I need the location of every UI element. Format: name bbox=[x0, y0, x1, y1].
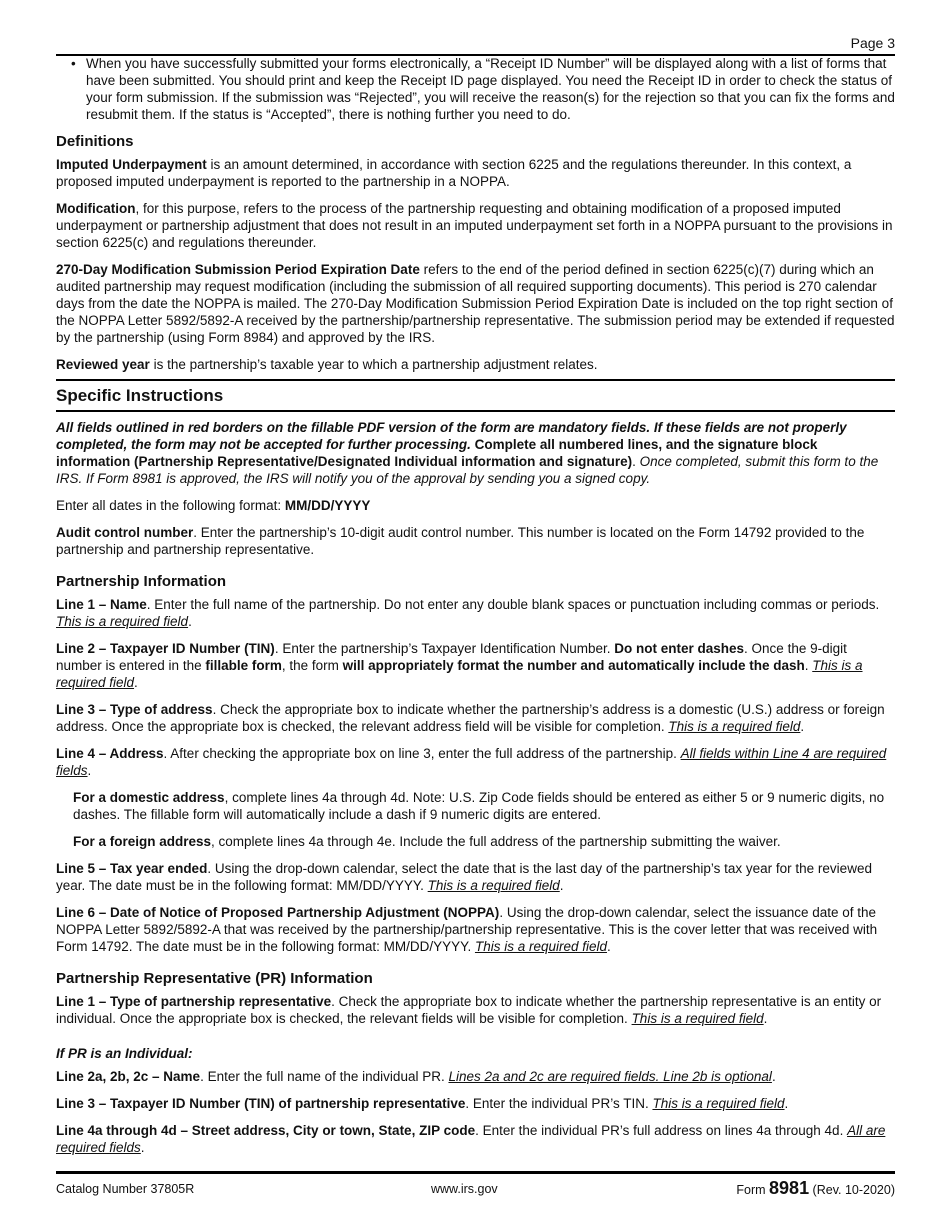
audit-control-number bbox=[56, 524, 895, 558]
required-note: This is a required field bbox=[668, 719, 801, 734]
pr-line-3 bbox=[56, 1095, 895, 1112]
intro-bullet-text: When you have successfully submitted your forms electronically, a “Receipt ID Number” will be displayed along with a list of forms that have been submitted. You should print and keep the Receipt ID page displayed. You need the Receipt ID in order to check the status of your form submission. If the submission was “Rejected”, you will receive the reason(s) for the rejection so that you can fix the forms and resubmit them. If the status is “Accepted”, there is nothing further you need to do. bbox=[86, 56, 895, 122]
text: . Enter the individual PR’s full address on lines 4a through 4d. bbox=[475, 1123, 848, 1138]
term: Line 4a through 4d – Street address, City or town, State, ZIP code bbox=[56, 1123, 476, 1138]
partnership-line-1 bbox=[56, 596, 895, 630]
form-number: 8981 bbox=[769, 1178, 810, 1198]
text: . bbox=[804, 658, 813, 673]
text: refers to the end of the period defined in section 6225(c)(7) during which an audited partnership may request modification (including the submission of all required supporting documents). This period is 270 calendar days from the date the NOPPA is mailed. The 270-Day Modification Submission Period Expiration Date is included on the top right section of the NOPPA Letter 5892/5892-A received by the partnership/partnership representative. The submission period may be extended if requested by the partnership (using Form 8984) and approved by the IRS. bbox=[56, 262, 895, 345]
period: . bbox=[188, 614, 192, 629]
required-note: This is a required field bbox=[652, 1096, 785, 1111]
date-format-note bbox=[56, 497, 895, 514]
term: Line 4 – Address bbox=[56, 746, 164, 761]
partnership-line-2 bbox=[56, 640, 895, 691]
date-format: MM/DD/YYYY bbox=[284, 498, 371, 513]
required-note: All fields within Line 4 are required fields bbox=[56, 746, 887, 778]
term: Imputed Underpayment bbox=[56, 157, 207, 172]
page-number: Page 3 bbox=[850, 35, 895, 51]
required-note: This is a required field bbox=[427, 878, 560, 893]
text: . Check the appropriate box to indicate whether the partnership’s address is a domestic (U.S.) address or foreign address. Once the appropriate box is checked, the relevant address field will be visible for completion. bbox=[56, 702, 885, 734]
text: . Enter the partnership’s 10-digit audit control number. This number is located on the Form 14792 provided to the partnership and partnership representative. bbox=[56, 525, 865, 557]
period: . bbox=[763, 1011, 768, 1026]
term: Modification bbox=[56, 201, 136, 216]
required-note: This is a required field bbox=[56, 658, 863, 690]
website-link[interactable]: www.irs.gov bbox=[431, 1182, 498, 1196]
definition-imputed bbox=[56, 156, 895, 190]
term: Line 3 – Type of address bbox=[56, 702, 213, 717]
required-note: This is a required field bbox=[474, 939, 608, 954]
partnership-line-6 bbox=[56, 904, 895, 955]
pr-individual-subheading: If PR is an Individual: bbox=[56, 1046, 193, 1061]
definition-expiration bbox=[56, 261, 895, 346]
pr-line-4 bbox=[56, 1122, 895, 1156]
catalog-number: Catalog Number 37805R bbox=[56, 1182, 195, 1196]
form-id bbox=[736, 1178, 895, 1199]
text: , for this purpose, refers to the process of the partnership requesting and obtaining modification of a proposed imputed underpayment or partnership adjustment that does not result in an imputed underpayment set forth in a NOPPA pursuant to the provisions in section 6225(c) and regulations thereunder. bbox=[56, 201, 893, 250]
term: Line 3 – Taxpayer ID Number (TIN) of partnership representative bbox=[56, 1096, 466, 1111]
page-footer bbox=[56, 1171, 895, 1204]
term: For a foreign address bbox=[73, 834, 212, 849]
term: Line 5 – Tax year ended bbox=[56, 861, 208, 876]
partnership-line-5 bbox=[56, 860, 895, 894]
mandatory-fields-note bbox=[56, 419, 895, 487]
text: . Using the drop-down calendar, select the date that is the last day of the partnership’s tax year for the reviewed year. The date must be in the following format: MM/DD/YYYY. bbox=[56, 861, 872, 893]
specific-instructions-heading: Specific Instructions bbox=[56, 379, 895, 412]
text: . After checking the appropriate box on line 3, enter the full address of the partnership. bbox=[163, 746, 681, 761]
text: . Check the appropriate box to indicate whether the partnership representative is an entity or individual. Once the appropriate box is checked, the relevant fields will be visible for completion. bbox=[56, 994, 882, 1026]
definition-reviewed-year bbox=[56, 356, 895, 373]
pr-info-heading: Partnership Representative (PR) Information bbox=[56, 970, 373, 987]
pr-line-2 bbox=[56, 1068, 895, 1085]
document-page bbox=[56, 0, 895, 1230]
page-content bbox=[56, 55, 895, 1166]
term: Line 2a, 2b, 2c – Name bbox=[56, 1069, 201, 1084]
definitions-heading: Definitions bbox=[56, 133, 134, 150]
text: , complete lines 4a through 4e. Include the full address of the partnership submitting the waiver. bbox=[211, 834, 781, 849]
required-note: This is a required field bbox=[631, 1011, 764, 1026]
text: . Enter the partnership’s Taxpayer Identification Number. bbox=[274, 641, 615, 656]
period: . bbox=[134, 675, 138, 690]
foreign-address-note bbox=[73, 833, 895, 850]
bold-text: fillable form bbox=[205, 658, 282, 673]
period: . bbox=[784, 1096, 789, 1111]
bold-text: Complete all numbered lines, and the signature block information (Partnership Representative/Designated Individual information and signature) bbox=[56, 437, 818, 469]
bold-text: Do not enter dashes bbox=[614, 641, 745, 656]
form-word: Form bbox=[736, 1183, 770, 1197]
term: Line 1 – Type of partnership representative bbox=[56, 994, 332, 1009]
term: 270-Day Modification Submission Period Expiration Date bbox=[56, 262, 420, 277]
partnership-line-4 bbox=[56, 745, 895, 779]
term: Reviewed year bbox=[56, 357, 150, 372]
partnership-line-3 bbox=[56, 701, 895, 735]
bold-italic-text: All fields outlined in red borders on the fillable PDF version of the form are mandatory fields. If these fields are not properly completed, the form may not be accepted for further processing. bbox=[56, 420, 847, 452]
partnership-info-heading: Partnership Information bbox=[56, 573, 227, 590]
text: , complete lines 4a through 4d. Note: U.S. Zip Code fields should be entered as either 5 or 9 numeric digits, no dashes. The fillable form will automatically include a dash if 9 numeric digits are entered. bbox=[73, 790, 885, 822]
term: For a domestic address bbox=[73, 790, 225, 805]
required-note: All are required fields bbox=[56, 1123, 886, 1155]
period: . bbox=[607, 939, 611, 954]
text: . Enter the full name of the individual PR. bbox=[200, 1069, 449, 1084]
text: Enter all dates in the following format: bbox=[56, 498, 285, 513]
period: . bbox=[559, 878, 564, 893]
period: . bbox=[87, 763, 92, 778]
required-note: Lines 2a and 2c are required fields. Line 2b is optional bbox=[448, 1069, 772, 1084]
text: . Enter the full name of the partnership. Do not enter any double blank spaces or punctuation including commas or periods. bbox=[146, 597, 880, 612]
term: Line 6 – Date of Notice of Proposed Partnership Adjustment (NOPPA) bbox=[56, 905, 500, 920]
italic-text: Once completed, submit this form to the IRS. If Form 8981 is approved, the IRS will notify you of the approval by sending you a signed copy. bbox=[56, 454, 879, 486]
bold-text: will appropriately format the number and automatically include the dash bbox=[342, 658, 805, 673]
bullet-dot: • bbox=[71, 56, 76, 71]
text: . Enter the individual PR’s TIN. bbox=[465, 1096, 653, 1111]
text: , the form bbox=[281, 658, 343, 673]
form-revision: (Rev. 10-2020) bbox=[809, 1183, 895, 1197]
pr-line-1 bbox=[56, 993, 895, 1027]
text: . Once the 9-digit number is entered in the bbox=[56, 641, 847, 673]
domestic-address-note bbox=[73, 789, 895, 823]
term: Audit control number bbox=[56, 525, 194, 540]
text: is the partnership’s taxable year to which a partnership adjustment relates. bbox=[149, 357, 598, 372]
text: . Using the drop-down calendar, select the issuance date of the NOPPA Letter 5892/5892-A that was received by the partnership/partnership representative. This is the cover letter that was received with Form 14792. The date must be in the following format: MM/DD/YYYY. bbox=[56, 905, 878, 954]
text: is an amount determined, in accordance with section 6225 and the regulations thereunder. In this context, a proposed imputed underpayment is reported to the partnership in a NOPPA. bbox=[56, 157, 852, 189]
period: . bbox=[771, 1069, 776, 1084]
period: . bbox=[632, 454, 636, 469]
intro-bullet bbox=[56, 55, 895, 123]
period: . bbox=[800, 719, 805, 734]
period: . bbox=[140, 1140, 145, 1155]
required-note: This is a required field bbox=[56, 614, 189, 629]
term: Line 1 – Name bbox=[56, 597, 147, 612]
definition-modification bbox=[56, 200, 895, 251]
term: Line 2 – Taxpayer ID Number (TIN) bbox=[56, 641, 275, 656]
